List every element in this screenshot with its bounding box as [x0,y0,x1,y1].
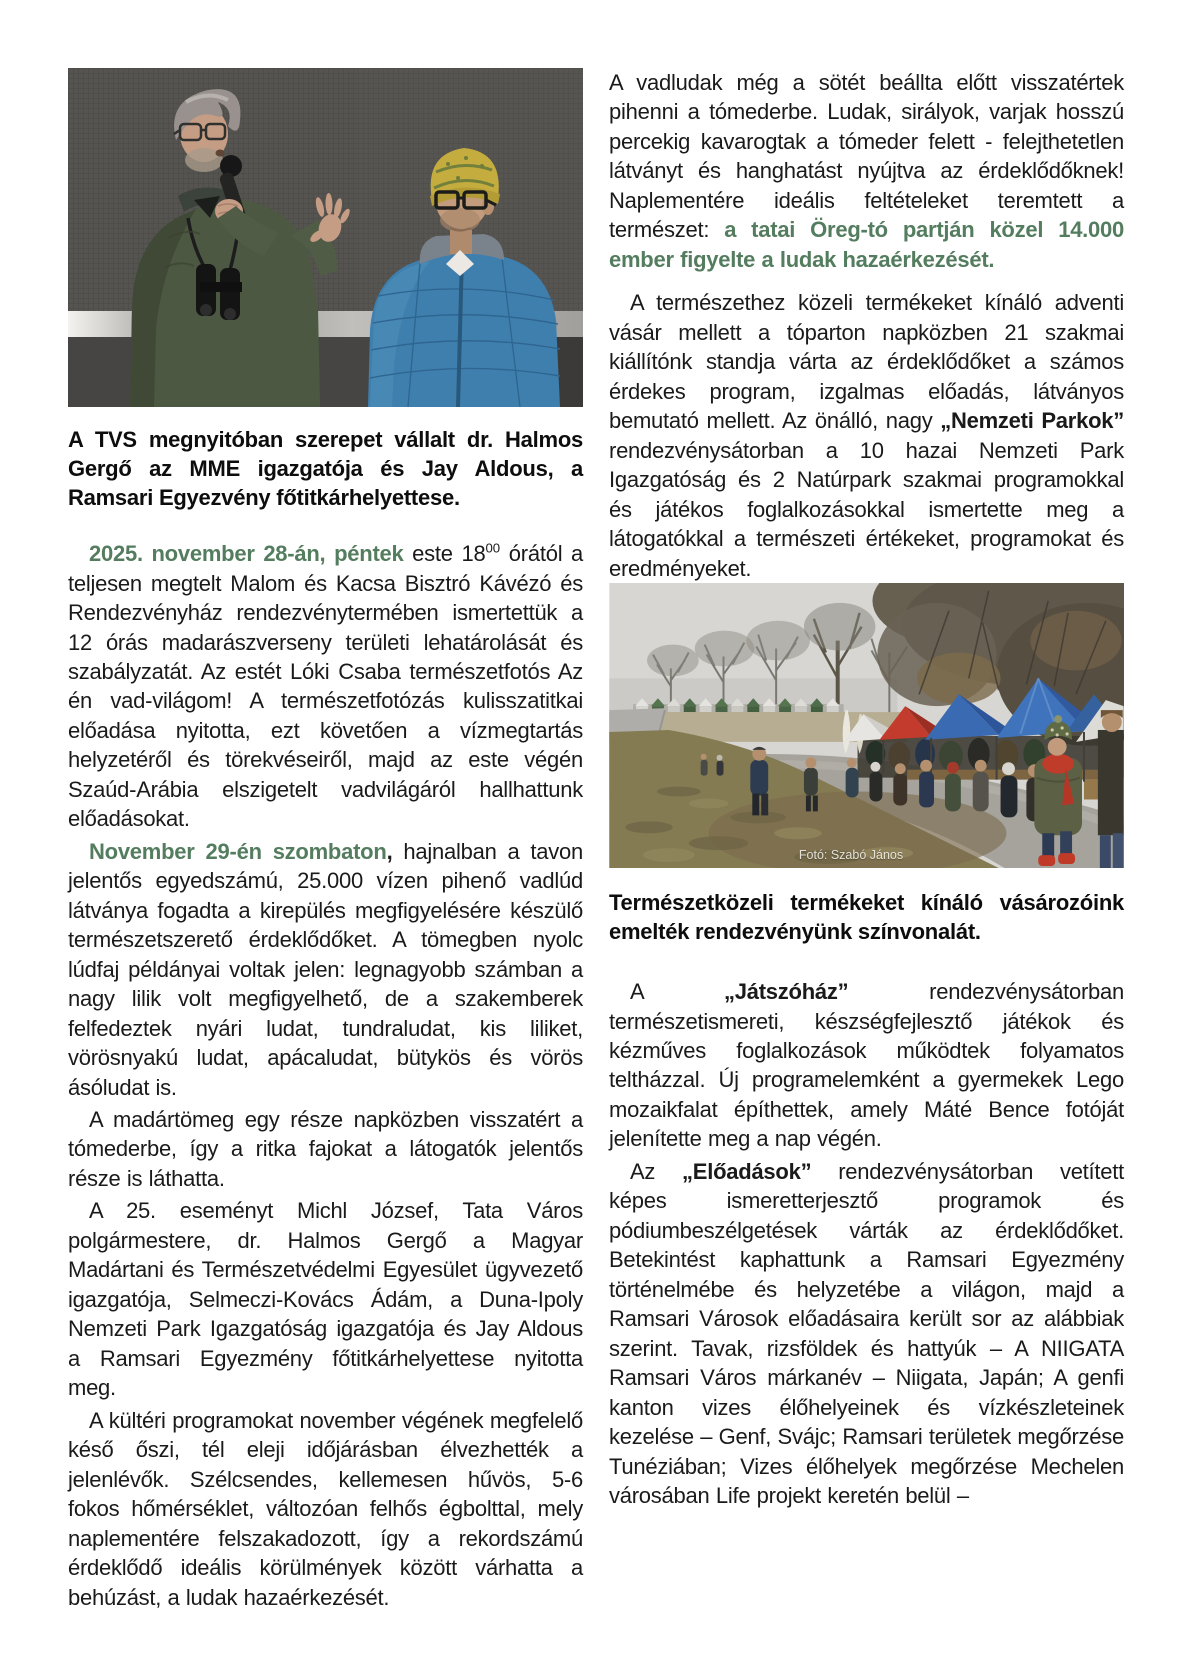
text-run: rendezvénysátorban vetített képes ismeretterjesztő programok és pódiumbeszélgetések várták az érdeklődőket. Betekintést kaphattunk a Ramsari Egyezmény történelmébe és helyzetébe a világon, majd a Ramsari Városok előadásaira került sor az alábbiak szerint. Tavak, rizsföldek és hattyúk – A NIIGATA Ramsari Város márkanév – Niigata, Japán; A genfi kanton vizes élőhelyeinek és vízkészleteinek kezelése – Genf, Svájc; Ramsari területek megőrzése Tunéziában; Vizes élőhelyek megőrzése Mechelen városában Life projekt keretén belül – [609,1158,1124,1508]
text-run: „Előadások” [682,1158,812,1184]
two-column-layout [68,68,1124,1612]
photo-opening-speakers-illustration [68,68,583,407]
paragraph-geese-evening [609,68,1124,274]
photo-opening-speakers [68,68,583,407]
paragraph-lectures [609,1157,1124,1511]
text-run: „Játszóház” [723,979,849,1005]
photo2-caption: Természetközeli termékeket kínáló vásározóink emelték rendezvényünk színvonalát. [609,889,1124,944]
text-run: November 29-én szombaton [89,838,387,864]
text-run: 2025. november 28-án, péntek [89,541,404,567]
paragraph-birds-return [68,1105,583,1193]
paragraph-opening-officials [68,1196,583,1402]
text-run: A természethez közeli termékeket kínáló adventi vásár mellett a tóparton napközben 21 szakmai kiállítónk standja várta az érdeklődőket a számos érdekes program, izgalmas előadás, látványos bemutató mellett. Az önálló, nagy [609,290,1124,434]
text-run: rendezvénysátorban természetismereti, készségfejlesztő játékok és kézműves foglalkozások működtek folyamatos teltházzal. Új programelemként a gyermekek Lego mozaikfalat építhettek, amely Máté Bence fotóját jelenítette meg a nap végén. [609,979,1125,1152]
photo-credit: Fotó: Szabó János [798,847,904,862]
text-run: A kültéri programokat november végének megfelelő késő őszi, tél eleji időjárásban élvezhették a jelenlévők. Szélcsendes, kellemesen hűvös, 5-6 fokos hőmérséklet, változóan felhős égbolttal, mely naplementére felszakadozott, így a rekordszámú érdeklődő ideális körülmények között várhatta a behúzást, a ludak hazaérkezését. [68,1407,583,1610]
text-run: rendezvénysátorban a 10 hazai Nemzeti Park Igazgatóság és 2 Natúrpark szakmai programokkal és játékos foglalkozásokkal ismertette meg a látogatókkal a természeti értékeket, programokat és eredményeket. [609,437,1124,581]
text-run: Az [630,1158,683,1184]
text-run: 00 [485,540,501,556]
photo-market-stalls-illustration [609,583,1124,868]
photo1-caption: A TVS megnyitóban szerepet vállalt dr. Halmos Gergő az MME igazgatója és Jay Aldous, a Ramsari Egyezvény főtitkárhelyettese. [68,427,583,511]
text-run: A vadludak még a sötét beállta előtt visszatértek pihenni a tómederbe. Ludak, sirályok, varjak hosszú percekig kavarogtak a tómeder felett - felejthetetlen látványt és hanghatást nyújtva az érdeklődőknek! Naplementére ideális feltételeket teremtett a természet: [609,70,1124,243]
text-run: hajnalban a tavon jelentős egyedszámú, 25.000 vízen pihenő vadlúd látványa fogadta a kirepülés megfigyelésére készülő természetszerető érdeklődőket. A tömegben nyolc lúdfaj példányai voltak jelen: legnagyobb számban a nagy lilik volt megfigyelhető, de a szakemberek felfedeztek nyári ludat, tundraludat, kis liliket, vörösnyakú ludat, apácaludat, bütykös és vörös ásóludat is. [68,838,583,1100]
text-run: „Nemzeti Parkok” [940,408,1124,434]
paragraph-nov28 [68,539,583,834]
text-run: a tatai Öreg-tó partján közel 14.000 ember figyelte a ludak hazaérkezését. [609,217,1124,272]
text-run: órától a teljesen megtelt Malom és Kacsa Bisztró Kávézó és Rendezvényház rendezvénytermében ismertettük a 12 órás madarászverseny területi lehatárolását és szabályzatát. Az estét Lóki Csaba természetfotós Az én vad-világom! A természetfotózás kulisszatitkai előadása nyitotta, ezt követően a vízmegtartás helyzetéről és törekvéseiről, majd az este végén Szaúd-Arábia elszigetelt vadvilágáról hallhattunk előadásokat. [68,541,583,832]
paragraph-market [609,288,1124,583]
paragraph-playhouse [609,977,1124,1154]
text-run: , [386,838,393,864]
right-column [609,68,1124,1510]
paragraph-nov29 [68,837,583,1102]
text-run: A madártömeg egy része napközben visszatért a tómederbe, így a ritka fajokat a látogatók jelentős része is láthatta. [68,1107,583,1191]
text-run: A 25. eseményt Michl József, Tata Város polgármestere, dr. Halmos Gergő a Magyar Madártani és Természetvédelmi Egyesület ügyvezető igazgatója, Selmeczi-Kovács Ádám, a Duna-Ipoly Nemzeti Park Igazgatóság igazgatója és Jay Aldous a Ramsari Egyezmény főtitkárhelyettese nyitotta meg. [68,1198,583,1401]
photo-market-stalls [609,583,1124,868]
text-run: A [630,979,724,1005]
text-run: este 18 [403,541,486,567]
left-column [68,68,583,1612]
paragraph-weather [68,1406,583,1612]
